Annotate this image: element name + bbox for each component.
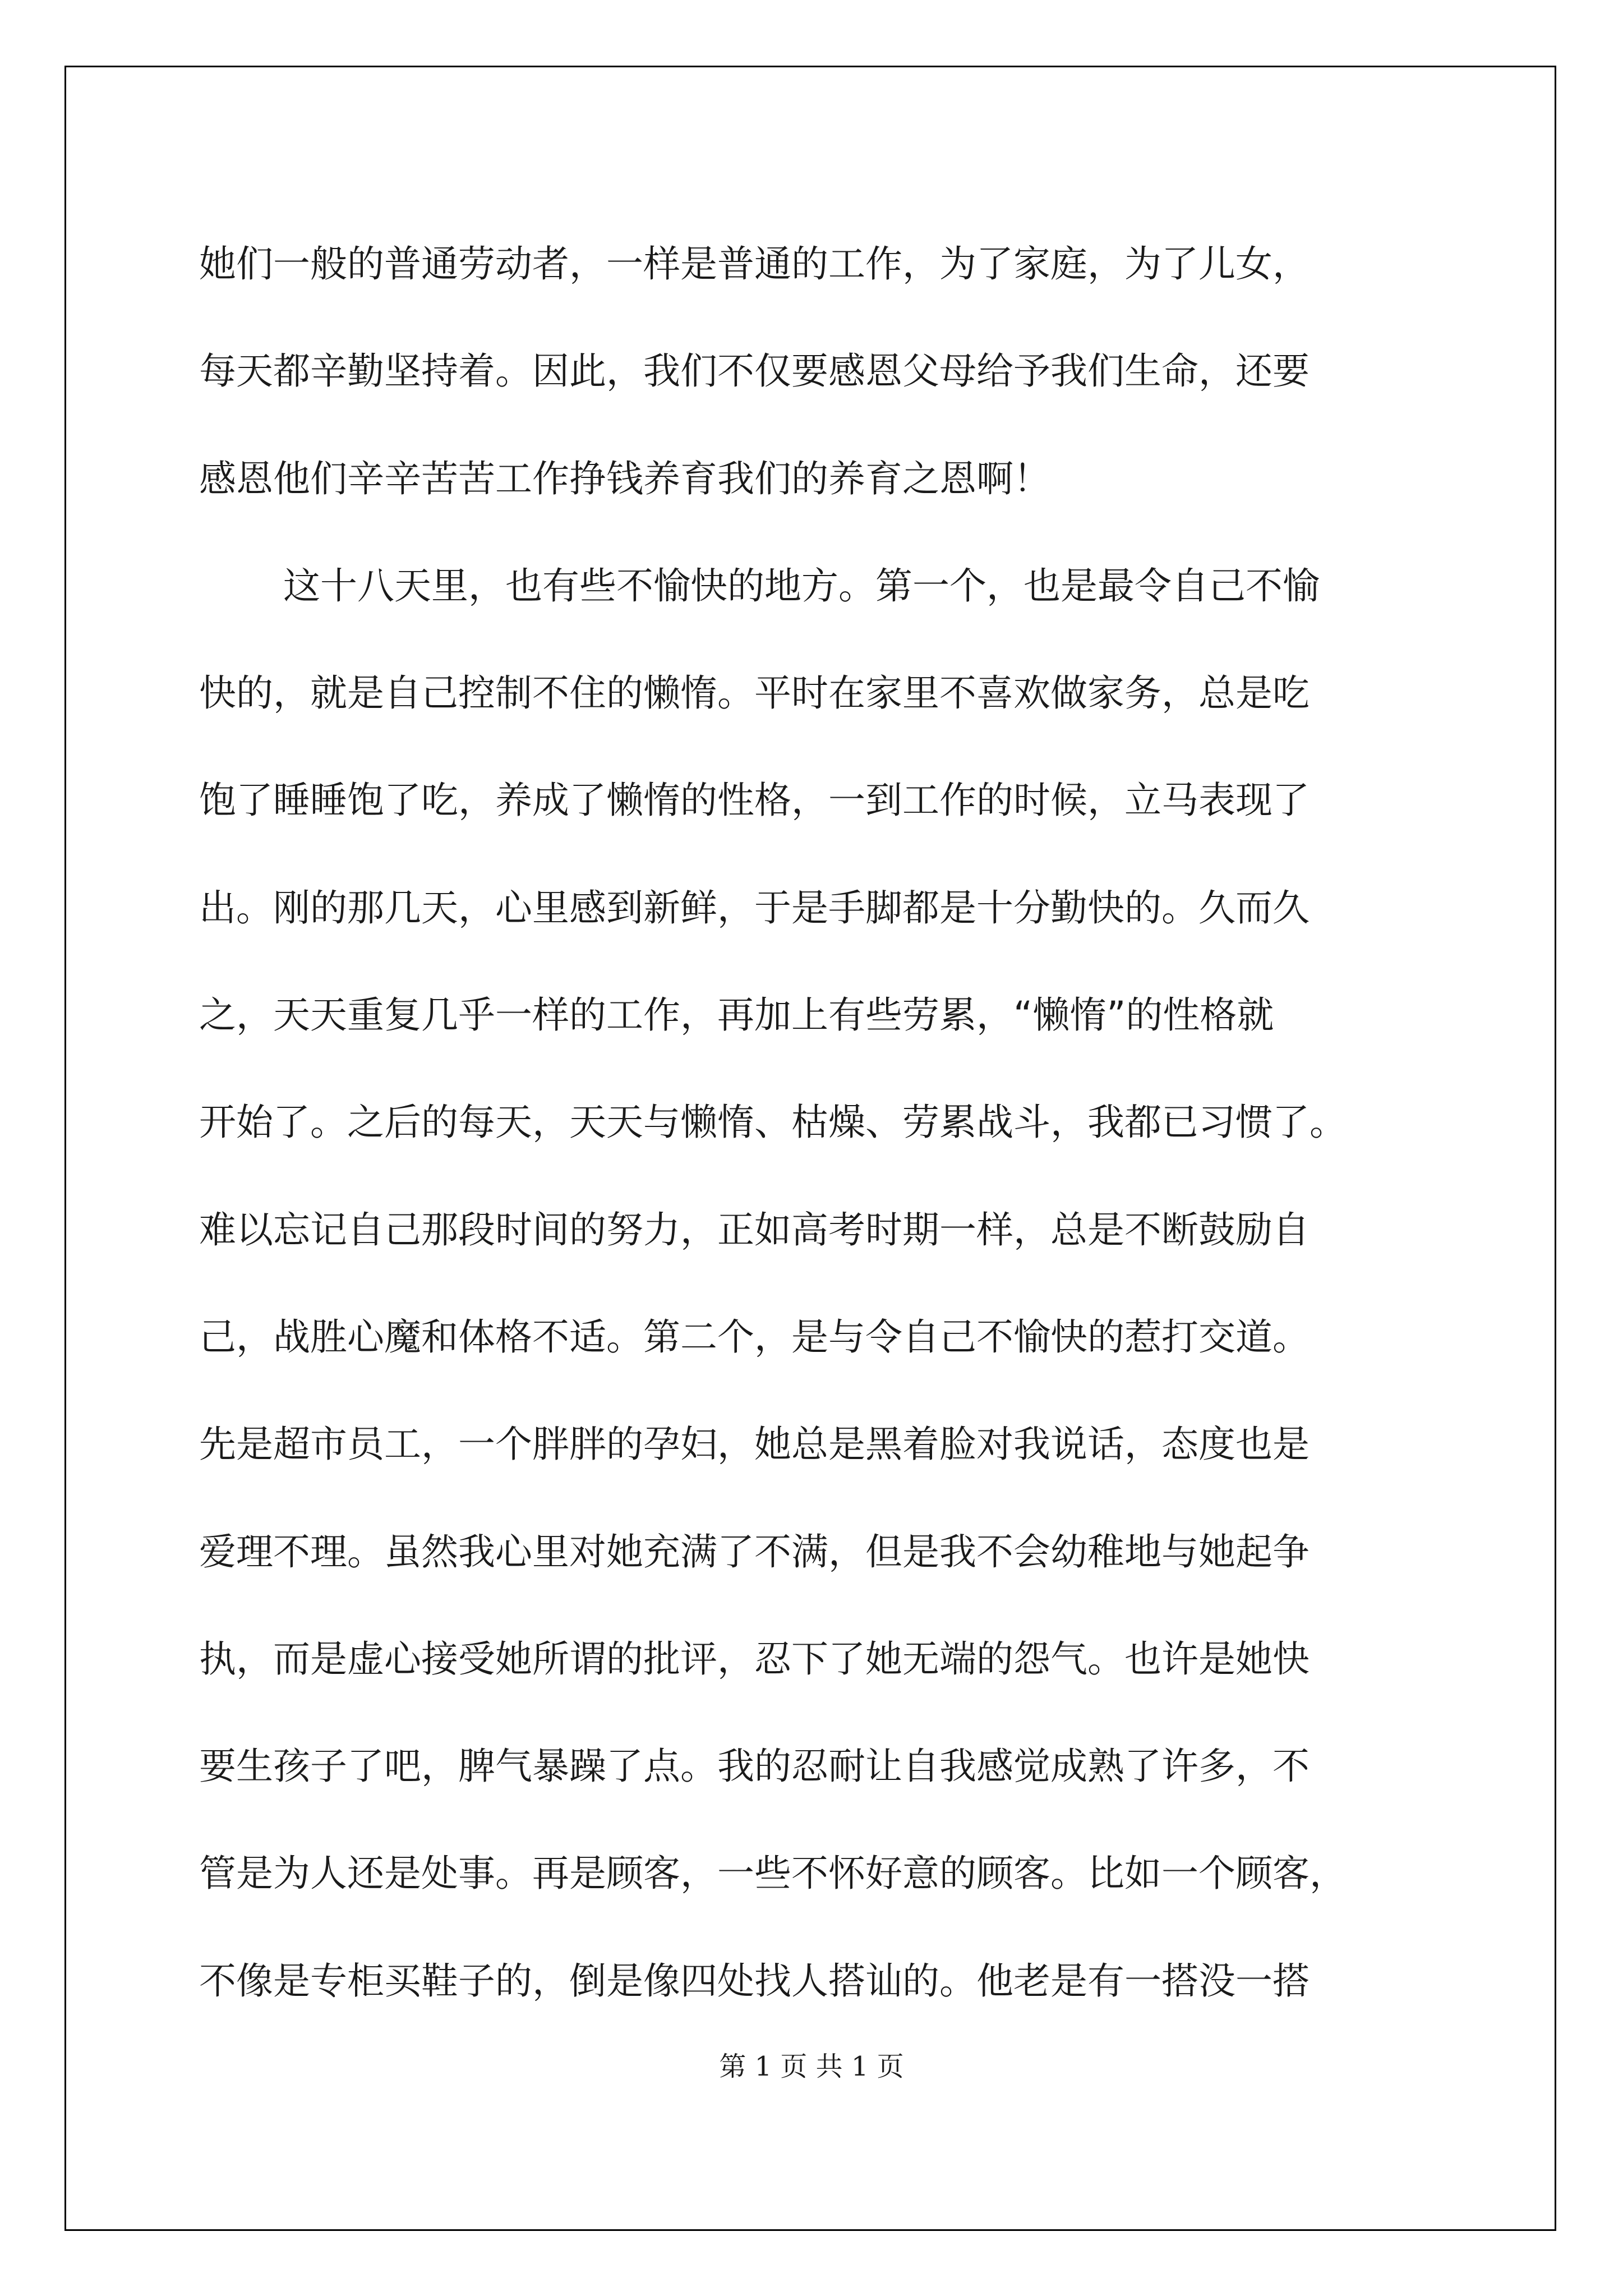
text-line: 爱理不理。虽然我心里对她充满了不满，但是我不会幼稚地与她起争 (199, 1530, 1310, 1573)
text-line: 己，战胜心魔和体格不适。第二个，是与令自己不愉快的惹打交道。 (199, 1315, 1310, 1359)
text-line: 快的，就是自己控制不住的懒惰。平时在家里不喜欢做家务，总是吃 (199, 671, 1310, 715)
text-line: 执，而是虚心接受她所谓的批评，忍下了她无端的怨气。也许是她快 (199, 1637, 1310, 1681)
text-line: 出。刚的那几天，心里感到新鲜，于是手脚都是十分勤快的。久而久 (199, 886, 1310, 930)
page-number-footer: 第 1 页 共 1 页 (719, 2051, 904, 2082)
text-line: 不像是专柜买鞋子的，倒是像四处找人搭讪的。他老是有一搭没一搭 (199, 1959, 1310, 2003)
text-line: 管是为人还是处事。再是顾客，一些不怀好意的顾客。比如一个顾客， (199, 1852, 1347, 1895)
text-line: 先是超市员工，一个胖胖的孕妇，她总是黑着脸对我说话，态度也是 (199, 1423, 1310, 1466)
text-line: 每天都辛勤坚持着。因此，我们不仅要感恩父母给予我们生命，还要 (199, 349, 1310, 393)
text-line: 她们一般的普通劳动者，一样是普通的工作，为了家庭，为了儿女， (199, 242, 1310, 286)
text-line: 饱了睡睡饱了吃，养成了懒惰的性格，一到工作的时候，立马表现了 (199, 779, 1310, 822)
text-line: 之，天天重复几乎一样的工作，再加上有些劳累，“懒惰”的性格就 (199, 993, 1274, 1037)
text-line: 感恩他们辛辛苦苦工作挣钱养育我们的养育之恩啊！ (199, 457, 1050, 500)
document-body (199, 210, 1483, 2035)
text-line: 开始了。之后的每天，天天与懒惰、枯燥、劳累战斗，我都已习惯了。 (199, 1101, 1347, 1144)
text-line: 要生孩子了吧，脾气暴躁了点。我的忍耐让自我感觉成熟了许多，不 (199, 1745, 1310, 1788)
paragraph-start-line: 这十八天里，也有些不愉快的地方。第一个，也是最令自己不愉 (283, 564, 1320, 608)
text-line: 难以忘记自己那段时间的努力，正如高考时期一样，总是不断鼓励自 (199, 1208, 1310, 1251)
